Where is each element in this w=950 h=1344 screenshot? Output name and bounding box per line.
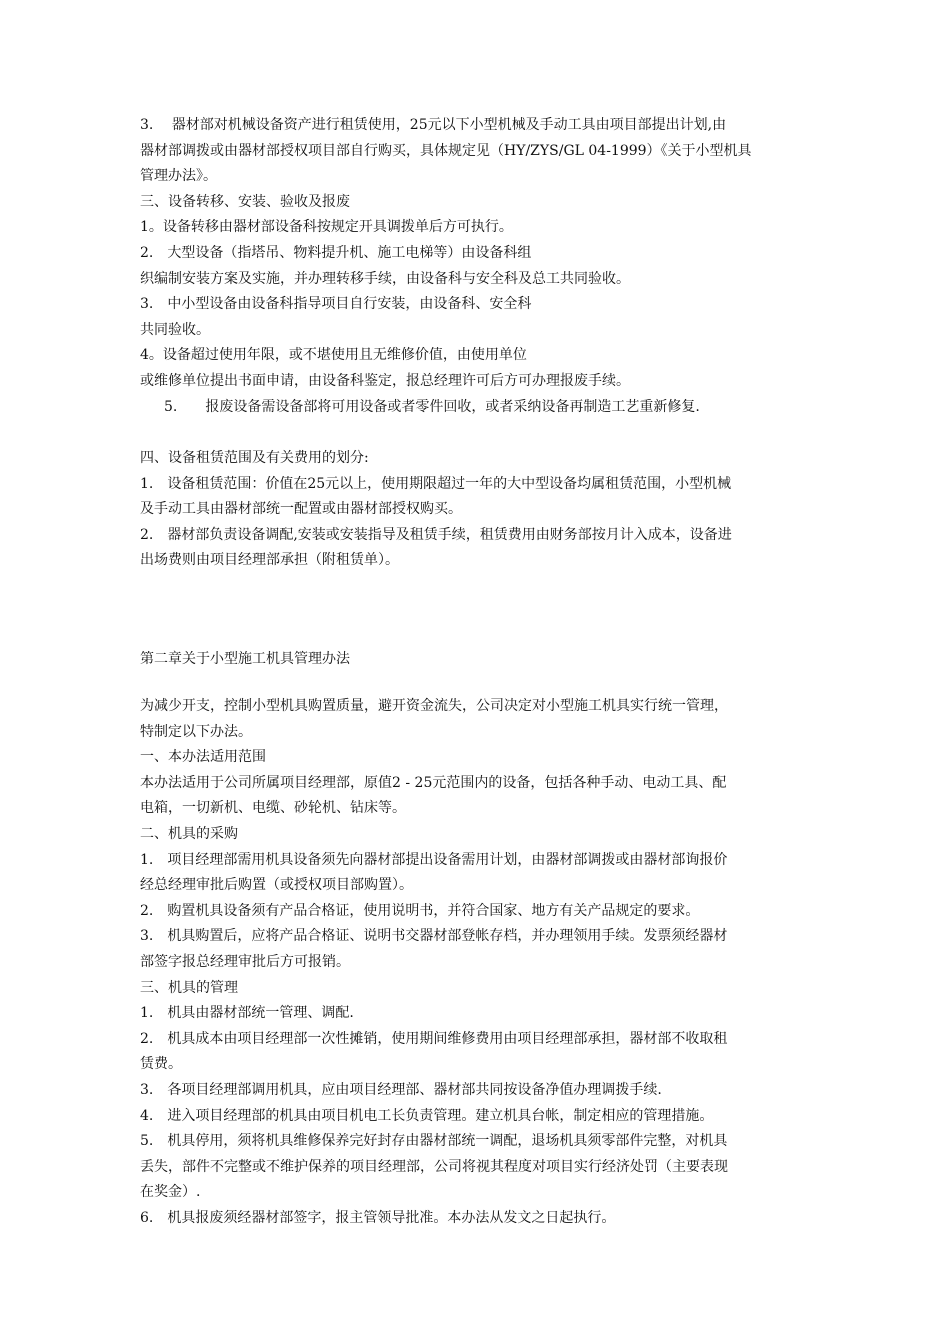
section-heading: 一、本办法适用范围 xyxy=(140,749,266,766)
paragraph-line: 出场费则由项目经理部承担（附租赁单）。 xyxy=(140,552,399,569)
section-equipment-transfer xyxy=(140,113,820,420)
section-heading: 四、设备租赁范围及有关费用的划分: xyxy=(140,450,369,466)
paragraph-line: 丢失，部件不完整或不维护保养的项目经理部，公司将视其程度对项目实行经济处罚（主要表现 xyxy=(140,1158,728,1175)
paragraph-line: 特制定以下办法。 xyxy=(140,723,252,740)
paragraph-line: 6. 机具报废须经器材部签字，报主管领导批准。本办法从发文之日起执行。 xyxy=(140,1209,616,1226)
chapter-title xyxy=(140,647,820,673)
paragraph-line: 4。设备超过使用年限，或不堪使用且无维修价值，由使用单位 xyxy=(140,347,527,364)
paragraph-line: 5. 报废设备需设备部将可用设备或者零件回收，或者采纳设备再制造工艺重新修复. xyxy=(164,398,700,415)
paragraph-line: 为减少开支，控制小型机具购置质量，避开资金流失，公司决定对小型施工机具实行统一管理， xyxy=(140,698,728,714)
paragraph-line: 2. 大型设备（指塔吊、物料提升机、施工电梯等）由设备科组 xyxy=(140,244,532,261)
chapter-heading: 第二章关于小型施工机具管理办法 xyxy=(140,651,350,667)
paragraph-line: 在奖金）. xyxy=(140,1184,201,1201)
paragraph-line: 3. 各项目经理部调用机具，应由项目经理部、器材部共同按设备净值办理调拨手续. xyxy=(140,1081,662,1098)
paragraph-line: 经总经理审批后购置（或授权项目部购置）。 xyxy=(140,877,413,894)
paragraph-line: 赁费。 xyxy=(140,1056,182,1073)
paragraph-line: 1. 项目经理部需用机具设备须先向器材部提出设备需用计划，由器材部调拨或由器材部询报价 xyxy=(140,851,728,868)
paragraph-line: 管理办法》。 xyxy=(140,168,217,185)
section-rental-scope xyxy=(140,446,820,574)
paragraph-line: 电箱，一切新机、电缆、砂轮机、钻床等。 xyxy=(140,800,406,817)
paragraph-line: 1. 机具由器材部统一管理、调配. xyxy=(140,1005,354,1022)
paragraph-line: 5. 机具停用，须将机具维修保养完好封存由器材部统一调配，退场机具须零部件完整，对机具 xyxy=(140,1133,728,1150)
chapter-body xyxy=(140,694,820,1231)
section-heading: 三、设备转移、安装、验收及报废 xyxy=(140,193,350,210)
section-heading: 二、机具的采购 xyxy=(140,825,238,842)
paragraph-line: 部签字报总经理审批后方可报销。 xyxy=(140,953,350,970)
paragraph-line: 2. 购置机具设备须有产品合格证，使用说明书，并符合国家、地方有关产品规定的要求。 xyxy=(140,902,700,919)
paragraph-line: 3. 机具购置后，应将产品合格证、说明书交器材部登帐存档，并办理领用手续。发票须经器材 xyxy=(140,928,728,945)
paragraph-line: 共同验收。 xyxy=(140,321,210,338)
paragraph-line: 1. 设备租赁范围：价值在25元以上，使用期限超过一年的大中型设备均属租赁范围，小型机械 xyxy=(140,475,732,492)
paragraph-line: 2. 器材部负责设备调配,安装或安装指导及租赁手续，租赁费用由财务部按月计入成本，设备进 xyxy=(140,526,732,543)
paragraph-line: 4. 进入项目经理部的机具由项目机电工长负责管理。建立机具台帐，制定相应的管理措施。 xyxy=(140,1107,714,1124)
paragraph-line: 及手动工具由器材部统一配置或由器材部授权购买。 xyxy=(140,501,462,518)
paragraph-line: 3. 中小型设备由设备科指导项目自行安装，由设备科、安全科 xyxy=(140,296,532,313)
paragraph-line: 织编制安装方案及实施，并办理转移手续，由设备科与安全科及总工共同验收。 xyxy=(140,270,630,287)
section-heading: 三、机具的管理 xyxy=(140,979,238,996)
paragraph-line: 3. 器材部对机械设备资产进行租赁使用，25元以下小型机械及手动工具由项目部提出计划,由 xyxy=(140,117,727,133)
paragraph-line: 器材部调拨或由器材部授权项目部自行购买，具体规定见（HY/ZYS/GL 04-1999）《关于小型机具 xyxy=(140,142,752,159)
paragraph-line: 1。设备转移由器材部设备科按规定开具调拨单后方可执行。 xyxy=(140,219,513,236)
paragraph-line: 2. 机具成本由项目经理部一次性摊销，使用期间维修费用由项目经理部承担，器材部不收取租 xyxy=(140,1030,728,1047)
paragraph-line: 或维修单位提出书面申请，由设备科鉴定，报总经理许可后方可办理报废手续。 xyxy=(140,372,630,389)
paragraph-line: 本办法适用于公司所属项目经理部，原值2 - 25元范围内的设备，包括各种手动、电动工具、配 xyxy=(140,774,727,791)
